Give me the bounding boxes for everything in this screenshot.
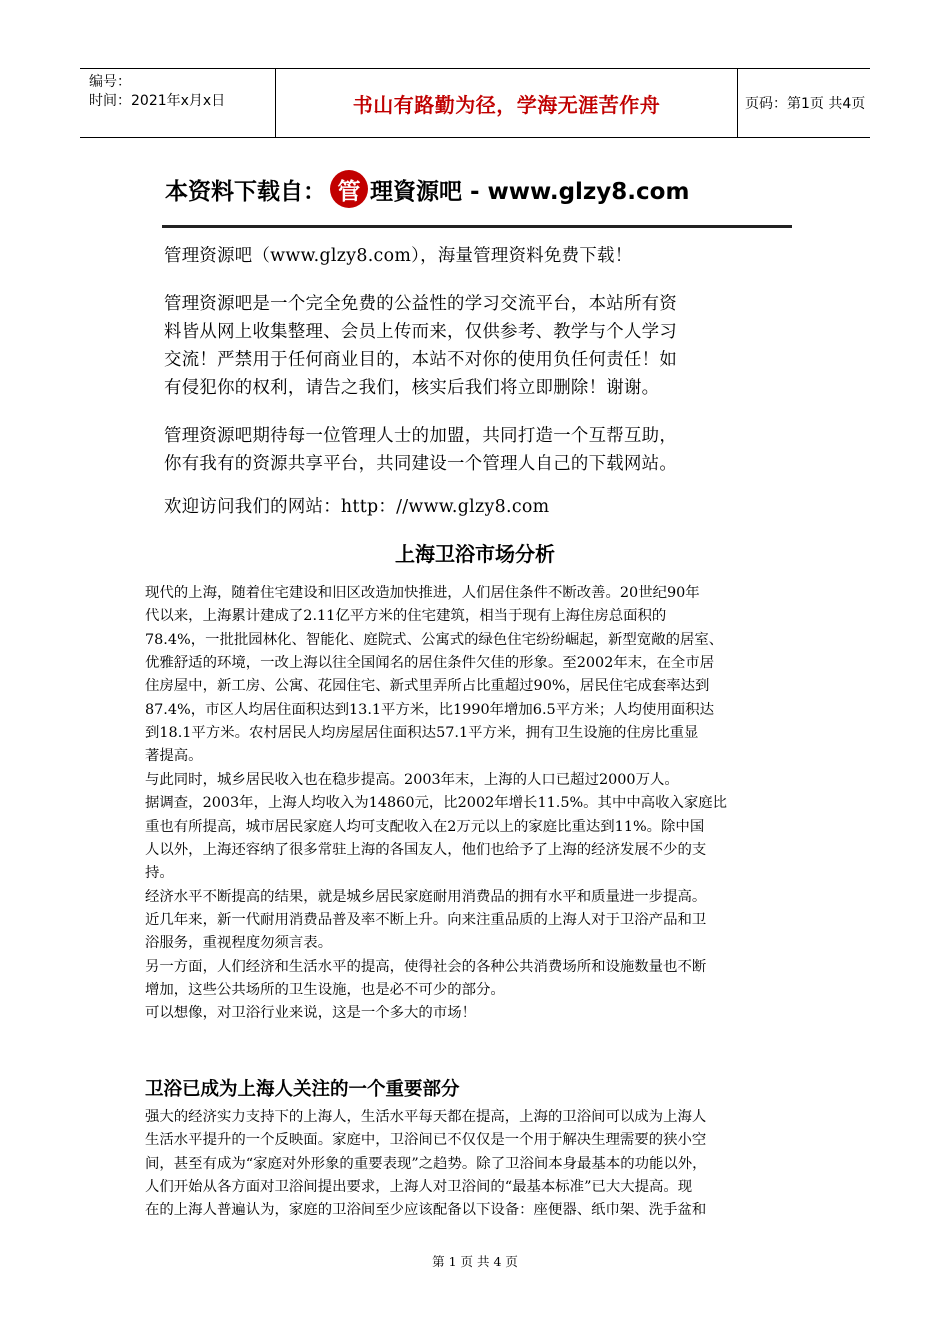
body-line: 人们开始从各方面对卫浴间提出要求，上海人对卫浴间的“最基本标准”已大大提高。现 [145, 1179, 693, 1196]
body-line: 增加，这些公共场所的卫生设施，也是必不可少的部分。 [145, 981, 505, 998]
banner-title-suffix: 理資源吧 - www.glzy8.com [370, 178, 690, 205]
banner-website-link[interactable]: 欢迎访问我们的网站：http：//www.glzy8.com [164, 497, 550, 517]
page-header [80, 68, 870, 138]
banner-title [165, 168, 689, 210]
body-line: 人以外，上海还容纳了很多常驻上海的各国友人，他们也给予了上海的经济发展不少的支 [145, 841, 707, 858]
body-line: 住房屋中，新工房、公寓、花园住宅、新式里弄所占比重超过90%，居民住宅成套率达到 [145, 678, 710, 695]
header-meta [80, 69, 275, 137]
banner-line: 管理资源吧（www.glzy8.com），海量管理资料免费下载！ [164, 246, 633, 266]
page-footer: 第 1 页 共 4 页 [432, 1254, 518, 1269]
body-line: 据调查，2003年，上海人均收入为14860元，比2002年增长11.5%。其中中高收入家庭比 [145, 795, 728, 812]
body-line: 与此同时，城乡居民收入也在稳步提高。2003年末，上海的人口已超过2000万人。 [145, 771, 679, 788]
header-page-info [738, 69, 870, 137]
banner-title-prefix: 本资料下载自： [165, 178, 326, 205]
motto-text: 书山有路勤为径，学海无涯苦作舟 [352, 92, 661, 117]
logo-icon: 管 [330, 170, 368, 208]
page-info-text: 页码：第1页 共4页 [745, 96, 866, 112]
number-label: 编号： [89, 74, 131, 90]
body-line: 现代的上海，随着住宅建设和旧区改造加快推进，人们居住条件不断改善。20世纪90年 [145, 585, 700, 601]
body-line: 持。 [145, 865, 174, 882]
document-title: 上海卫浴市场分析 [395, 542, 555, 566]
section-heading: 卫浴已成为上海人关注的一个重要部分 [145, 1079, 460, 1100]
banner-divider [162, 225, 792, 228]
body-line: 另一方面，人们经济和生活水平的提高，使得社会的各种公共消费场所和设施数量也不断 [145, 958, 707, 975]
download-banner [160, 160, 795, 522]
body-line: 强大的经济实力支持下的上海人，生活水平每天都在提高，上海的卫浴间可以成为上海人 [145, 1109, 707, 1125]
body-line: 在的上海人普遍认为，家庭的卫浴间至少应该配备以下设备：座便器、纸巾架、洗手盆和 [145, 1202, 707, 1219]
banner-line: 料皆从网上收集整理、会员上传而来，仅供参考、教学与个人学习 [164, 322, 678, 342]
body-line: 著提高。 [145, 748, 203, 765]
body-line: 浴服务，重视程度勿须言表。 [145, 935, 333, 952]
body-line: 87.4%，市区人均居住面积达到13.1平方米，比1990年增加6.5平方米；人均使用面积达 [145, 701, 714, 718]
body-line: 到18.1平方米。农村居民人均房屋居住面积达57.1平方米，拥有卫生设施的住房比重显 [145, 725, 699, 742]
banner-line: 有侵犯你的权利，请告之我们，核实后我们将立即删除！谢谢。 [164, 378, 660, 398]
header-motto-cell [275, 69, 738, 137]
body-line: 优雅舒适的环境，一改上海以往全国闻名的居住条件欠佳的形象。至2002年末，在全市居 [145, 655, 715, 672]
banner-line: 交流！严禁用于任何商业目的，本站不对你的使用负任何责任！如 [164, 350, 678, 370]
body-line: 可以想像，对卫浴行业来说，这是一个多大的市场！ [145, 1005, 476, 1022]
time-label: 时间：2021年x月x日 [89, 93, 226, 109]
body-line: 78.4%，一批批园林化、智能化、庭院式、公寓式的绿色住宅纷纷崛起，新型宽敞的居室、 [145, 631, 724, 648]
body-line: 近几年来，新一代耐用消费品普及率不断上升。向来注重品质的上海人对于卫浴产品和卫 [145, 911, 707, 928]
body-line: 重也有所提高，城市居民家庭人均可支配收入在2万元以上的家庭比重达到11%。除中国 [145, 818, 705, 835]
body-line: 代以来，上海累计建成了2.11亿平方米的住宅建筑，相当于现有上海住房总面积的 [145, 608, 667, 625]
banner-line: 管理资源吧期待每一位管理人士的加盟，共同打造一个互帮互助， [164, 426, 678, 446]
banner-line: 你有我有的资源共享平台，共同建设一个管理人自己的下载网站。 [164, 454, 678, 474]
banner-line: 管理资源吧是一个完全免费的公益性的学习交流平台，本站所有资 [164, 294, 678, 314]
body-line: 经济水平不断提高的结果，就是城乡居民家庭耐用消费品的拥有水平和质量进一步提高。 [145, 888, 707, 905]
body-line: 间，甚至有成为“家庭对外形象的重要表现”之趋势。除了卫浴间本身最基本的功能以外， [145, 1155, 707, 1172]
body-line: 生活水平提升的一个反映面。家庭中，卫浴间已不仅仅是一个用于解决生理需要的狭小空 [145, 1132, 707, 1149]
